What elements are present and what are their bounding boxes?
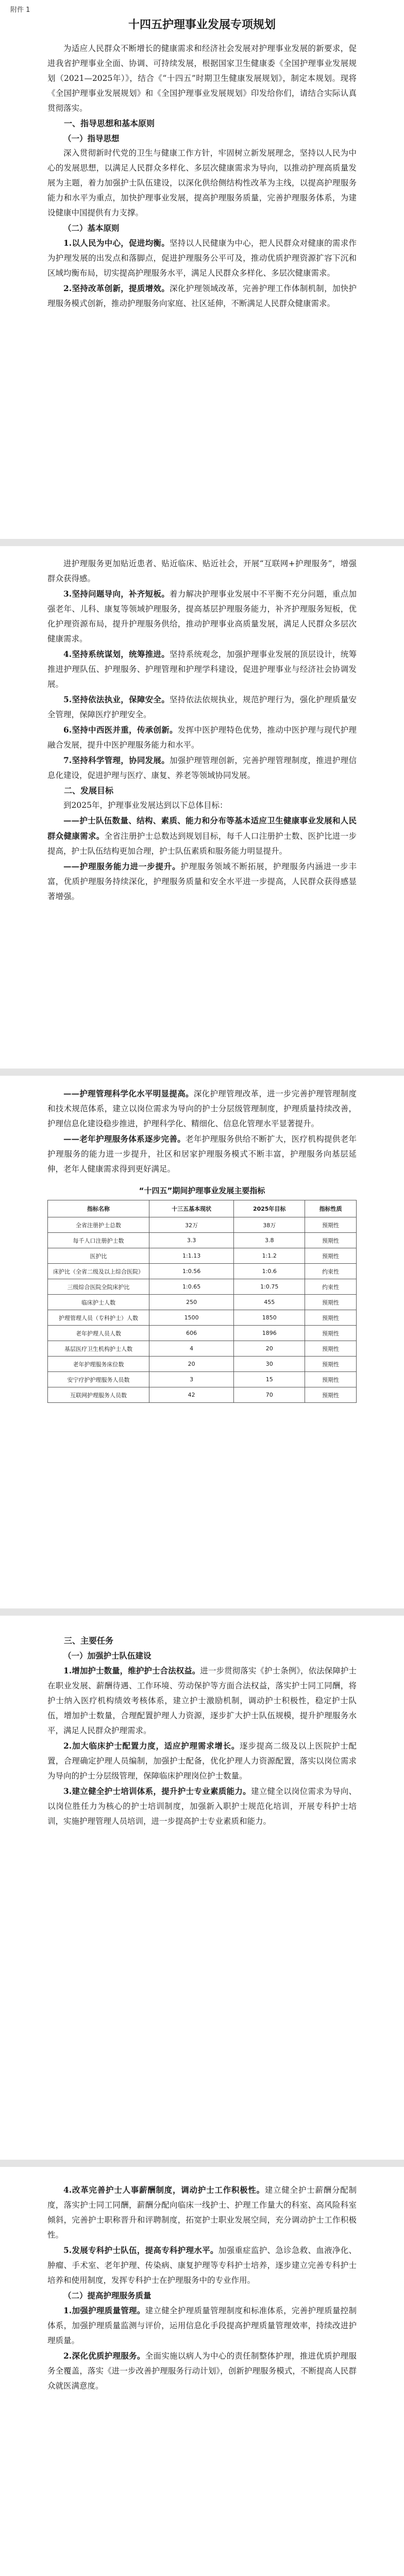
- table-header-cell: 十三五基本现状: [149, 1200, 234, 1217]
- document-title: 十四五护理事业发展专项规划: [128, 18, 276, 31]
- subsection-heading-ideology: （一）指导思想: [63, 133, 120, 143]
- table-cell: 预期性: [305, 1357, 357, 1372]
- task-4-text: 建立健全护士薪酬分配制度，落实护士同工同酬，薪酬分配向临床一线护士、护理工作量大的科室、高风险科室倾斜，完善护士职称晋升和评聘制度，拓宽护士职业发展空间，充分调动护士工作积极性。: [47, 2185, 357, 2240]
- table-cell: 预期性: [305, 1217, 357, 1233]
- principle-6-paragraph: [47, 722, 357, 753]
- table-cell: 30: [234, 1357, 305, 1372]
- table-row: [48, 1326, 357, 1341]
- page-3: [0, 1076, 404, 1601]
- table-cell: 3.3: [149, 1233, 234, 1248]
- table-cell: 三级综合医院全院床护比: [48, 1279, 149, 1295]
- goal-4-lead: ——老年护理服务体系逐步完善。: [63, 1134, 186, 1144]
- table-cell: 互联网护理服务人员数: [48, 1387, 149, 1403]
- task-5-paragraph: [47, 2243, 357, 2288]
- table-row: [48, 1264, 357, 1279]
- task-2-lead: 2.加大临床护士配置力度，适应护理需求增长。: [63, 1741, 240, 1751]
- attachment-label: 附件 1: [10, 6, 30, 14]
- goal-2-lead: ——护理服务能力进一步提升。: [63, 861, 181, 871]
- goal-4-paragraph: [47, 1131, 357, 1177]
- table-cell: 医护比: [48, 1248, 149, 1264]
- table-cell: 42: [149, 1387, 234, 1403]
- continued-paragraph: 进护理服务更加贴近患者、贴近临床、贴近社会，开展“互联网+护理服务”，增强群众获得感。: [47, 559, 357, 583]
- principle-4-lead: 4.坚持系统谋划，统筹推进。: [63, 649, 170, 659]
- task-1-text: 进一步贯彻落实《护士条例》，依法保障护士在职业发展、薪酬待遇、工作环境、劳动保护等方面合法权益，落实护士同工同酬，将护士纳入医疗机构绩效考核体系，建立护士激励机制，调动护士积极性，稳定护士队伍，增加护士数量，合理配置护理人力资源，逐步扩大护士队伍规模，提升护理服务水平，满足人民群众护理需求。: [47, 1666, 357, 1735]
- table-cell: 38万: [234, 1217, 305, 1233]
- goal-intro-paragraph: 到2025年，护理事业发展达到以下总体目标：: [63, 801, 228, 810]
- goal-3-paragraph: [47, 1086, 357, 1131]
- table-cell: 1:0.65: [149, 1279, 234, 1295]
- table-cell: 20: [234, 1341, 305, 1357]
- table-cell: 预期性: [305, 1295, 357, 1310]
- table-cell: 1:0.56: [149, 1264, 234, 1279]
- table-cell: 预期性: [305, 1233, 357, 1248]
- table-title: “十四五”期间护理事业发展主要指标: [139, 1186, 265, 1195]
- table-cell: 安宁疗护护理服务人员数: [48, 1372, 149, 1387]
- table-row: [48, 1279, 357, 1295]
- table-cell: 床护比（全省二级及以上综合医院）: [48, 1264, 149, 1279]
- table-cell: 20: [149, 1357, 234, 1372]
- table-cell: 455: [234, 1295, 305, 1310]
- table-cell: 70: [234, 1387, 305, 1403]
- principle-2-lead: 2.坚持改革创新，提质增效。: [63, 283, 170, 293]
- table-header-cell: 2025年目标: [234, 1200, 305, 1217]
- table-row: [48, 1341, 357, 1357]
- table-cell: 约束性: [305, 1264, 357, 1279]
- task-3-text: 建立健全以岗位需求为导向、以岗位胜任力为核心的护士培训制度，加强新入职护士规范化培训，开展专科护士培训，实施护理管理人员培训，进一步提高护士专业素质和能力。: [47, 1787, 357, 1826]
- intro-paragraph: 为适应人民群众不断增长的健康需求和经济社会发展对护理事业发展的新要求，促进我省护理事业全面、协调、可持续发展，根据国家卫生健康委《全国护理事业发展规划（2021—2025年）》，结合《“十四五”时期卫生健康发展规划》，制定本规划。现将《全国护理事业发展规划》和《全国护理事业发展规划》印发给你们，请结合实际认真贯彻落实。: [47, 44, 357, 113]
- table-row: [48, 1372, 357, 1387]
- task-2-paragraph: [47, 1738, 357, 1784]
- table-cell: 3.8: [234, 1233, 305, 1248]
- table-cell: 606: [149, 1326, 234, 1341]
- table-cell: 老年护理人员人数: [48, 1326, 149, 1341]
- principle-2-paragraph: [47, 281, 357, 311]
- principle-3-paragraph: [47, 586, 357, 647]
- page-separator: [0, 2160, 404, 2167]
- table-cell: 预期性: [305, 1372, 357, 1387]
- task-1-lead: 1.增加护士数量，维护护士合法权益。: [63, 1666, 200, 1675]
- table-header-cell: 指标性质: [305, 1200, 357, 1217]
- table-cell: 32万: [149, 1217, 234, 1233]
- table-cell: 预期性: [305, 1326, 357, 1341]
- table-row: [48, 1357, 357, 1372]
- goal-1-text: 全省注册护士总数达到规划目标，每千人口注册护士数、医护比进一步提高，护士队伍结构更加合理，护士队伍素质和服务能力明显提升。: [47, 832, 357, 856]
- task-7-paragraph: [47, 2348, 357, 2394]
- principle-1-text: 坚持以人民健康为中心，把人民群众对健康的需求作为护理发展的出发点和落脚点，促进护理服务公平可及，推动优质护理资源扩容下沉和区域均衡布局，切实提高护理服务水平，满足人民群众多样化、多层次健康需求。: [47, 239, 357, 278]
- section-heading-2: 二、发展目标: [64, 786, 114, 795]
- indicators-table: [47, 1200, 357, 1403]
- task-4-lead: 4.改革完善护士人事薪酬制度，调动护士工作积极性。: [63, 2185, 265, 2195]
- task-6-paragraph: [47, 2303, 357, 2348]
- goal-1-paragraph: [47, 813, 357, 859]
- table-cell: 1896: [234, 1326, 305, 1341]
- principle-1-paragraph: [47, 235, 357, 281]
- goal-4-text: 老年护理服务供给不断扩大，医疗机构提供老年护理服务的能力进一步提升，社区和居家护理服务模式不断丰富，护理服务向基层延伸，老年人健康需求得到更好满足。: [47, 1134, 357, 1174]
- section-heading-3: 三、主要任务: [64, 1636, 114, 1646]
- table-cell: 15: [234, 1372, 305, 1387]
- subsection-heading-quality: （二）提高护理服务质量: [63, 2291, 152, 2300]
- task-3-paragraph: [47, 1784, 357, 1829]
- principle-5-lead: 5.坚持依法执业，保障安全。: [63, 694, 170, 704]
- task-6-lead: 1.加强护理质量管理。: [63, 2306, 145, 2315]
- table-cell: 全省注册护士总数: [48, 1217, 149, 1233]
- table-cell: 基层医疗卫生机构护士人数: [48, 1341, 149, 1357]
- principle-6-text: 发挥中医护理特色优势，推动中医护理与现代护理融合发展，提升中医护理服务能力和水平。: [47, 725, 357, 750]
- principle-7-text: 加强护理管理创新，完善护理管理制度，推进护理信息化建设，促进护理与医疗、康复、养老等领域协同发展。: [47, 756, 357, 780]
- goal-3-lead: ——护理管理科学化水平明显提高。: [63, 1089, 194, 1098]
- task-3-lead: 3.建立健全护士培训体系，提升护士专业素质能力。: [63, 1786, 251, 1796]
- table-cell: 预期性: [305, 1310, 357, 1326]
- principle-5-paragraph: [47, 692, 357, 722]
- table-cell: 约束性: [305, 1279, 357, 1295]
- table-row: [48, 1233, 357, 1248]
- principle-4-paragraph: [47, 647, 357, 692]
- page-separator: [0, 539, 404, 546]
- task-1-paragraph: [47, 1663, 357, 1738]
- task-2-text: 逐步提高二级及以上医院护士配置，合理确定护理人员编制，加强护士配备，优化护理人力资源配置，落实以岗位需求为导向的护士分层级管理，保障临床护理岗位护士数量。: [47, 1741, 357, 1781]
- table-cell: 1:0.6: [234, 1264, 305, 1279]
- table-header-cell: 指标名称: [48, 1200, 149, 1217]
- table-cell: 3: [149, 1372, 234, 1387]
- table-cell: 1:1.13: [149, 1248, 234, 1264]
- principle-2-text: 深化护理领域改革，完善护理工作体制机制，加快护理服务模式创新，推动护理服务向家庭、社区延伸，不断满足人民群众健康需求。: [47, 284, 357, 308]
- table-cell: 1:1.2: [234, 1248, 305, 1264]
- principle-7-lead: 7.坚持科学管理，协同发展。: [63, 755, 170, 765]
- principle-7-paragraph: [47, 753, 357, 783]
- table-cell: 临床护士人数: [48, 1295, 149, 1310]
- ideology-paragraph: 深入贯彻新时代党的卫生与健康工作方针，牢固树立新发展理念，坚持以人民为中心的发展思想，以满足人民群众多样化、多层次健康需求为导向，以推动护理高质量发展为主题，着力加强护士队伍建设，以深化供给侧结构性改革为主线，以提高护理服务能力和水平为重点，加快护理事业发展，提高护理服务质量，完善护理服务体系，为建设健康中国提供有力支撑。: [47, 148, 357, 217]
- principle-5-text: 坚持依法依规执业，规范护理行为，强化护理质量安全管理，保障医疗护理安全。: [47, 695, 357, 719]
- goal-1-lead: ——护士队伍数量、结构、素质、能力和分布等基本适应卫生健康事业发展和人民群众健康需求。: [47, 816, 357, 841]
- task-6-text: 建立健全护理质量管理制度和标准体系，完善护理质量控制体系，加强护理质量监测与评价，运用信息化手段提高护理质量管理效率，持续改进护理质量。: [47, 2306, 357, 2345]
- page-2: [0, 546, 404, 1066]
- table-cell: 护理管理人员（专科护士）人数: [48, 1310, 149, 1326]
- table-cell: 老年护理服务床位数: [48, 1357, 149, 1372]
- table-header-row: [48, 1200, 357, 1217]
- table-cell: 每千人口注册护士数: [48, 1233, 149, 1248]
- goal-3-text: 深化护理管理改革，进一步完善护理管理制度和技术规范体系，建立以岗位需求为导向的护士分层级管理制度，护理质量持续改善，护理信息化建设稳步推进，护理科学化、精细化、信息化管理水平显著提升。: [47, 1089, 357, 1128]
- subsection-heading-team: （一）加强护士队伍建设: [63, 1651, 152, 1660]
- table-cell: 250: [149, 1295, 234, 1310]
- table-cell: 4: [149, 1341, 234, 1357]
- table-cell: 预期性: [305, 1341, 357, 1357]
- principle-4-text: 坚持系统观念，加强护理事业发展的顶层设计，统筹推进护理队伍、护理服务、护理管理和护理学科建设，促进护理事业与经济社会协调发展。: [47, 650, 357, 689]
- table-cell: 1:0.75: [234, 1279, 305, 1295]
- task-4-paragraph: [47, 2182, 357, 2243]
- table-row: [48, 1387, 357, 1403]
- principle-3-lead: 3.坚持问题导向，补齐短板。: [63, 589, 170, 599]
- page-5: [0, 2167, 404, 2576]
- table-cell: 1850: [234, 1310, 305, 1326]
- principle-3-text: 着力解决护理事业发展中不平衡不充分问题，重点加强老年、儿科、康复等领域护理服务，提高基层护理服务能力，补齐护理服务短板，优化护理资源布局，提升护理服务供给，推动护理事业高质量发展，满足人民群众多层次健康需求。: [47, 589, 357, 643]
- table-cell: 预期性: [305, 1248, 357, 1264]
- page-separator: [0, 1069, 404, 1076]
- task-7-lead: 2.深化优质护理服务。: [63, 2351, 145, 2361]
- principle-6-lead: 6.坚持中西医并重，传承创新。: [63, 725, 178, 735]
- goal-2-text: 护理服务领域不断拓展，护理服务内涵进一步丰富，优质护理服务持续深化，护理服务质量和安全水平进一步提高，人民群众获得感显著增强。: [47, 862, 357, 901]
- table-row: [48, 1310, 357, 1326]
- task-5-lead: 5.发展专科护士队伍，提高专科护理水平。: [63, 2245, 218, 2255]
- page-4: [0, 1616, 404, 2151]
- page-separator: [0, 1608, 404, 1616]
- table-row: [48, 1248, 357, 1264]
- table-row: [48, 1295, 357, 1310]
- table-cell: 1500: [149, 1310, 234, 1326]
- task-5-text: 加强重症监护、急诊急救、血液净化、肿瘤、手术室、老年护理、传染病、康复护理等专科护士培养，逐步建立完善专科护士培养和使用制度，发挥专科护士在护理服务中的专业作用。: [47, 2246, 357, 2285]
- table-cell: 预期性: [305, 1387, 357, 1403]
- table-row: [48, 1217, 357, 1233]
- subsection-heading-principles: （二）基本原则: [63, 223, 120, 233]
- section-heading-1: 一、指导思想和基本原则: [64, 118, 155, 128]
- goal-2-paragraph: [47, 859, 357, 904]
- page-1: [0, 0, 404, 308]
- task-7-text: 全面实施以病人为中心的责任制整体护理，推进优质护理服务全覆盖，落实《进一步改善护理服务行动计划》，创新护理服务模式，不断提高人民群众就医满意度。: [47, 2351, 357, 2391]
- principle-1-lead: 1.以人民为中心，促进均衡。: [63, 238, 170, 248]
